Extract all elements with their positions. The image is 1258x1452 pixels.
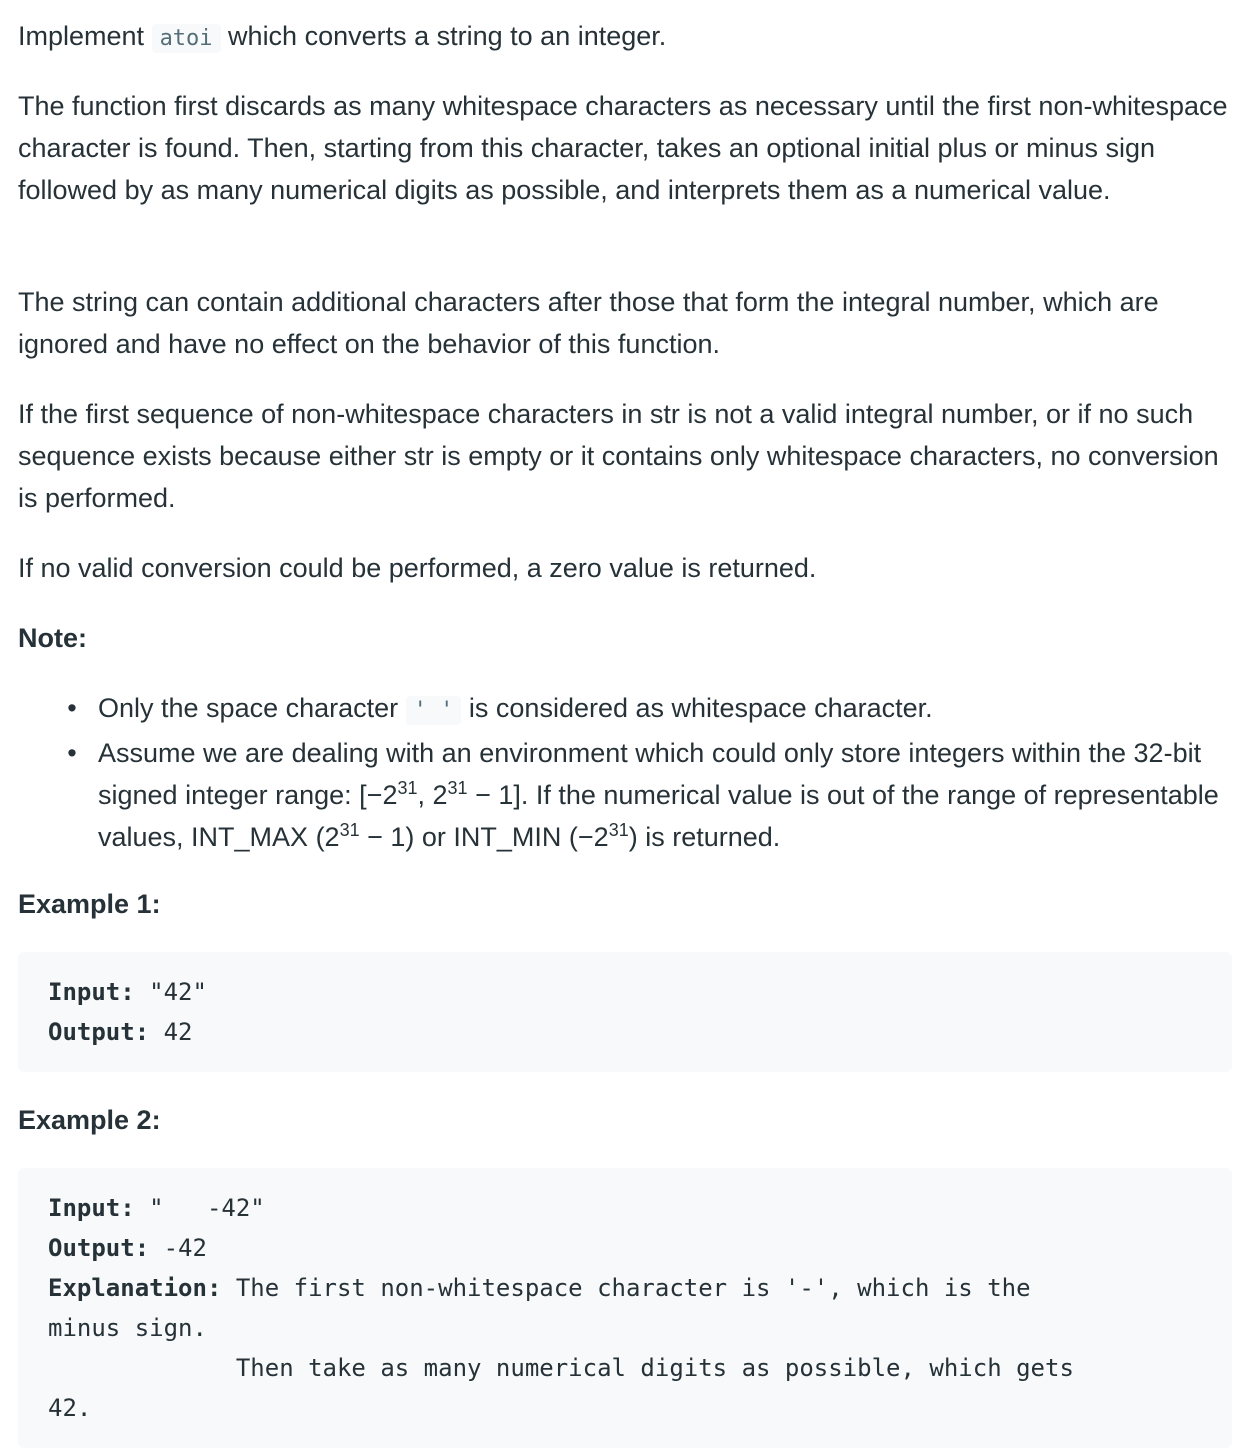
- output-value: -42: [149, 1234, 207, 1262]
- exponent: 31: [608, 820, 629, 841]
- note-heading: Note:: [18, 623, 87, 653]
- example-1-code-block: [18, 952, 1232, 1072]
- range-text-5: ) is returned.: [628, 822, 781, 852]
- atoi-code: atoi: [152, 24, 221, 53]
- range-text-2: , 2: [417, 780, 448, 810]
- output-value: 42: [149, 1018, 193, 1046]
- bullet-icon: •: [67, 738, 77, 768]
- range-text-1: Assume we are dealing with an environment which could only store integers within the 32-bit signed integer range: [−2: [98, 738, 1202, 810]
- intro-paragraph: [18, 15, 1232, 60]
- paragraph-no-conversion: If the first sequence of non-whitespace characters in str is not a valid integral number, or if no such sequence exists because either str is empty or it contains only whitespace characters, no conversion is performed.: [18, 399, 1219, 513]
- intro-text-before: Implement: [18, 21, 152, 51]
- input-value: " -42": [134, 1194, 265, 1222]
- explanation-line-2: minus sign.: [48, 1314, 207, 1342]
- paragraph-additional-chars: The string can contain additional characters after those that form the integral number, which are ignored and have no effect on the behavior of this function.: [18, 287, 1159, 359]
- space-char-code: ' ': [406, 696, 462, 725]
- range-text-3: − 1]. If the numerical value is out of the range of representable values, INT_MAX (2: [98, 780, 1219, 852]
- exponent: 31: [397, 778, 418, 799]
- example-2-heading: Example 2:: [18, 1105, 161, 1135]
- input-value: "42": [134, 978, 207, 1006]
- note-item-whitespace: [67, 687, 1232, 732]
- explanation-line-4: 42.: [48, 1394, 92, 1422]
- example-1-heading: Example 1:: [18, 889, 161, 919]
- note-list: [18, 687, 1232, 858]
- note-item1-before: Only the space character: [98, 693, 406, 723]
- example-2-code-block: [18, 1168, 1232, 1448]
- bullet-icon: •: [67, 693, 77, 723]
- explanation-line-1: The first non-whitespace character is '-', which is the: [221, 1274, 1031, 1302]
- explanation-line-3: Then take as many numerical digits as possible, which gets: [48, 1354, 1074, 1382]
- note-item1-after: is considered as whitespace character.: [461, 693, 933, 723]
- paragraph-zero-returned: If no valid conversion could be performed, a zero value is returned.: [18, 553, 817, 583]
- paragraph-whitespace-rule: The function first discards as many whitespace characters as necessary until the first non-whitespace character is found. Then, starting from this character, takes an optional initial plus or minus sign followed by as many numerical digits as possible, and interprets them as a numerical value.: [18, 91, 1228, 205]
- input-label: Input:: [48, 978, 135, 1006]
- note-item-range: [67, 732, 1232, 858]
- intro-text-after: which converts a string to an integer.: [220, 21, 667, 51]
- exponent: 31: [339, 820, 360, 841]
- output-label: Output:: [48, 1234, 150, 1262]
- output-label: Output:: [48, 1018, 150, 1046]
- exponent: 31: [447, 778, 468, 799]
- explanation-label: Explanation:: [48, 1274, 222, 1302]
- input-label: Input:: [48, 1194, 135, 1222]
- range-text-4: − 1) or INT_MIN (−2: [359, 822, 609, 852]
